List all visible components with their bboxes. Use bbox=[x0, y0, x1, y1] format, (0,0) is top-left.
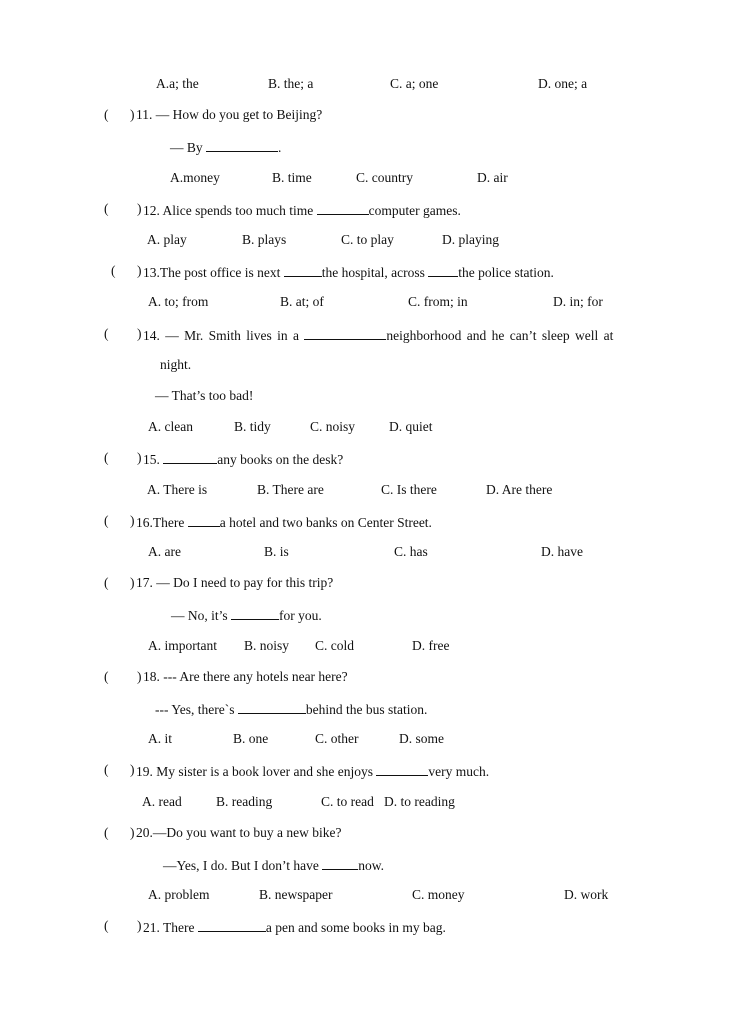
q18-answer-paren-close: ) bbox=[137, 669, 142, 684]
q18-blank bbox=[238, 700, 306, 714]
q17-blank bbox=[231, 606, 279, 620]
q10-option-a: A.a; the bbox=[156, 76, 199, 91]
q21-stem-pre: 21. There bbox=[143, 920, 195, 935]
q12-option-c: C. to play bbox=[341, 232, 394, 247]
q17-sub-text: — No, it’s bbox=[171, 608, 228, 623]
q17-sub-post: for you. bbox=[279, 608, 322, 623]
q10-option-d: D. one; a bbox=[538, 76, 588, 91]
q12-answer-paren-close: ) bbox=[137, 201, 142, 216]
q21-blank bbox=[198, 918, 266, 932]
q13-option-d: D. in; for bbox=[553, 294, 603, 309]
q17-stem: 17. — Do I need to pay for this trip? bbox=[136, 575, 334, 590]
q16-stem-post: a hotel and two banks on Center Street. bbox=[219, 515, 432, 530]
q20-answer-paren-open: ( bbox=[104, 825, 109, 840]
q13-answer-paren-open: ( bbox=[111, 263, 116, 278]
q16-answer-paren-open: ( bbox=[104, 513, 109, 528]
q16-option-d: D. have bbox=[541, 544, 583, 559]
q11-option-c: C. country bbox=[356, 170, 413, 185]
q12-answer-paren-open: ( bbox=[104, 201, 109, 216]
q17-option-d: D. free bbox=[412, 638, 450, 653]
q20-option-d: D. work bbox=[564, 887, 609, 902]
q12-option-d: D. playing bbox=[442, 232, 499, 247]
q14-sub: — That’s too bad! bbox=[155, 388, 254, 403]
q12-stem-post: computer games. bbox=[368, 203, 461, 218]
q20-sub-line bbox=[163, 856, 384, 874]
q19-stem-pre: 19. My sister is a book lover and she enjoys bbox=[136, 764, 373, 779]
q17-option-a: A. important bbox=[148, 638, 217, 653]
q13-stem bbox=[143, 263, 554, 281]
q14-answer-paren-close: ) bbox=[137, 326, 142, 341]
q15-answer-paren-open: ( bbox=[104, 450, 109, 465]
q14-option-c: C. noisy bbox=[310, 419, 356, 434]
q16-option-b: B. is bbox=[264, 544, 289, 559]
q11-sub-post: . bbox=[278, 140, 282, 155]
q16-blank bbox=[188, 513, 220, 527]
q12-option-a: A. play bbox=[147, 232, 187, 247]
q14-answer-paren-open: ( bbox=[104, 326, 109, 341]
q21-answer-paren-close: ) bbox=[137, 918, 142, 933]
q17-option-b: B. noisy bbox=[244, 638, 290, 653]
q19-answer-paren-open: ( bbox=[104, 762, 109, 777]
q19-option-c: C. to read bbox=[321, 794, 374, 809]
q19-answer-paren-close: ) bbox=[130, 762, 135, 777]
q20-sub-text: —Yes, I do. But I don’t have bbox=[163, 858, 319, 873]
q16-answer-paren-close: ) bbox=[130, 513, 135, 528]
q18-option-d: D. some bbox=[399, 731, 444, 746]
q11-answer-paren-open: ( bbox=[104, 107, 109, 122]
q15-blank bbox=[163, 450, 217, 464]
q21-stem-post: a pen and some books in my bag. bbox=[265, 920, 446, 935]
q17-answer-paren-open: ( bbox=[104, 575, 109, 590]
q18-sub-line bbox=[155, 700, 427, 718]
q14-option-b: B. tidy bbox=[234, 419, 271, 434]
q16-option-c: C. has bbox=[394, 544, 428, 559]
q16-stem-pre: 16.There bbox=[136, 515, 185, 530]
q15-stem-pre: 15. bbox=[143, 452, 160, 467]
q13-option-b: B. at; of bbox=[280, 294, 324, 309]
q11-blank bbox=[206, 138, 278, 152]
q11-option-a: A.money bbox=[170, 170, 220, 185]
q19-option-a: A. read bbox=[142, 794, 182, 809]
q14-option-d: D. quiet bbox=[389, 419, 433, 434]
q15-stem bbox=[143, 450, 343, 468]
q18-answer-paren-open: ( bbox=[104, 669, 109, 684]
q19-stem-post: very much. bbox=[428, 764, 490, 779]
q11-sub-text: — By bbox=[170, 140, 203, 155]
q20-stem: 20.—Do you want to buy a new bike? bbox=[136, 825, 342, 840]
q21-answer-paren-open: ( bbox=[104, 918, 109, 933]
q11-option-d: D. air bbox=[477, 170, 508, 185]
q10-option-c: C. a; one bbox=[390, 76, 439, 91]
q19-option-b: B. reading bbox=[216, 794, 273, 809]
q17-answer-paren-close: ) bbox=[130, 575, 135, 590]
q13-option-c: C. from; in bbox=[408, 294, 468, 309]
q20-option-a: A. problem bbox=[148, 887, 210, 902]
q12-stem-pre: 12. Alice spends too much time bbox=[143, 203, 314, 218]
q17-option-c: C. cold bbox=[315, 638, 354, 653]
q18-option-a: A. it bbox=[148, 731, 173, 746]
q13-blank-1 bbox=[284, 263, 322, 277]
q13-stem-mid: the hospital, across bbox=[321, 265, 425, 280]
q13-stem-pre: 13.The post office is next bbox=[143, 265, 281, 280]
q13-stem-post: the police station. bbox=[458, 265, 554, 280]
q13-blank-2 bbox=[428, 263, 458, 277]
q16-stem bbox=[136, 513, 432, 531]
q15-stem-post: any books on the desk? bbox=[217, 452, 344, 467]
q13-option-a: A. to; from bbox=[148, 294, 209, 309]
q13-answer-paren-close: ) bbox=[137, 263, 142, 278]
q14-stem-pre: 14. — Mr. Smith lives in a bbox=[143, 328, 300, 343]
q14-blank bbox=[304, 326, 386, 340]
q14-option-a: A. clean bbox=[148, 419, 193, 434]
q21-stem bbox=[143, 918, 446, 936]
q19-blank bbox=[376, 762, 428, 776]
q14-stem-cont: night. bbox=[160, 357, 192, 372]
q10-option-b: B. the; a bbox=[268, 76, 314, 91]
q18-stem: 18. --- Are there any hotels near here? bbox=[143, 669, 348, 684]
q15-option-b: B. There are bbox=[257, 482, 324, 497]
q20-option-b: B. newspaper bbox=[259, 887, 333, 902]
q18-sub-text: --- Yes, there`s bbox=[155, 702, 235, 717]
q20-blank bbox=[322, 856, 358, 870]
q20-option-c: C. money bbox=[412, 887, 465, 902]
q20-answer-paren-close: ) bbox=[130, 825, 135, 840]
q14-stem-post: neighborhood and he can’t sleep well at bbox=[386, 328, 614, 343]
q20-sub-post: now. bbox=[358, 858, 385, 873]
q19-stem bbox=[136, 762, 489, 780]
q11-sub-line bbox=[170, 138, 281, 156]
q15-option-a: A. There is bbox=[147, 482, 208, 497]
q18-option-b: B. one bbox=[233, 731, 269, 746]
q15-option-c: C. Is there bbox=[381, 482, 437, 497]
q12-blank bbox=[317, 201, 369, 215]
q19-option-d: D. to reading bbox=[384, 794, 455, 809]
q15-option-d: D. Are there bbox=[486, 482, 553, 497]
q12-option-b: B. plays bbox=[242, 232, 287, 247]
q18-option-c: C. other bbox=[315, 731, 359, 746]
q14-stem bbox=[143, 326, 613, 344]
q17-sub-line bbox=[171, 606, 322, 624]
q18-sub-post: behind the bus station. bbox=[305, 702, 428, 717]
q11-answer-paren-close: ) bbox=[130, 107, 135, 122]
q11-stem: 11. — How do you get to Beijing? bbox=[136, 107, 323, 122]
q16-option-a: A. are bbox=[148, 544, 181, 559]
q11-option-b: B. time bbox=[272, 170, 312, 185]
q12-stem bbox=[143, 201, 461, 219]
q15-answer-paren-close: ) bbox=[137, 450, 142, 465]
